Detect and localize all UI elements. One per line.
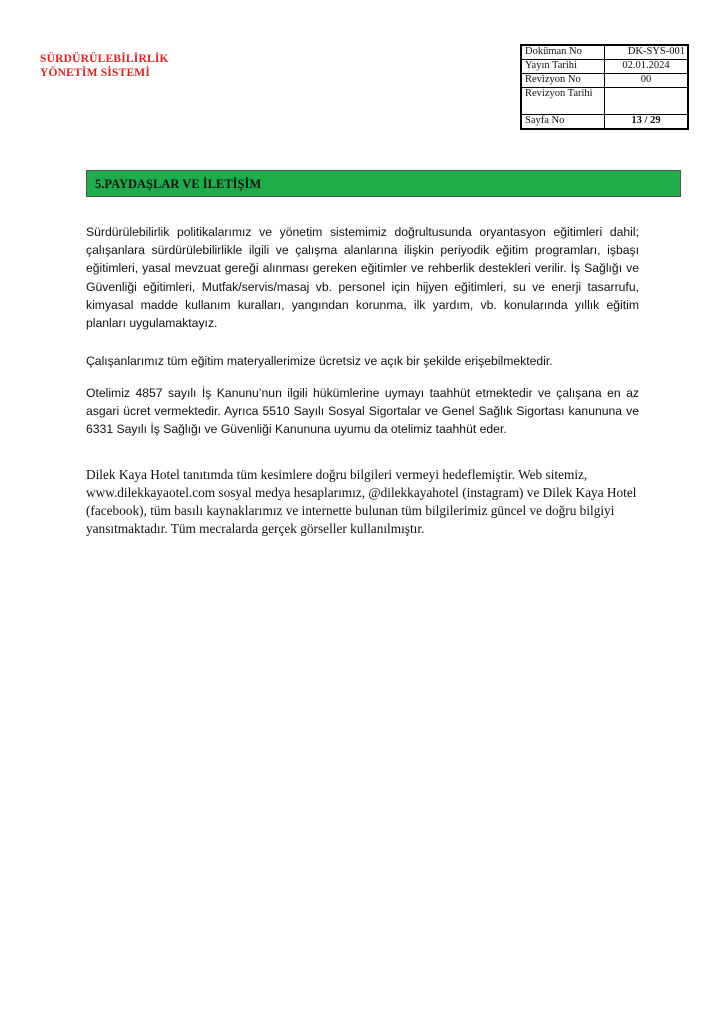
paragraph-materials: Çalışanlarımız tüm eğitim materyallerimize ücretsiz ve açık bir şekilde erişebilmektedir. [86,354,553,368]
brand-title [40,52,169,80]
table-row [521,74,688,88]
section-heading-bar [86,170,681,197]
doc-no-value: DK-SYS-001 [605,45,689,60]
revision-date-label: Revizyon Tarihi [521,88,605,115]
paragraph-promotion: Dilek Kaya Hotel tanıtımda tüm kesimlere doğru bilgileri vermeyi hedeflemiştir. Web sitemiz, www.dilekkayaotel.com sosyal medya hesaplarımız, @dilekkayahotel (instagram) ve Dilek Kaya Hotel (facebook), tüm basılı kaynaklarımız ve internette bulunan tüm bilgilerimiz güncel ve doğru bilgiyi yansıtmaktadır. Tüm mecralarda gerçek görseller kullanılmıştır. [86,467,637,536]
section-title: 5.PAYDAŞLAR VE İLETİŞİM [95,177,262,191]
table-row [521,88,688,115]
paragraph-training: Sürdürülebilirlik politikalarımız ve yönetim sistemimiz doğrultusunda oryantasyon eğitimleri dahil; çalışanlara sürdürülebilirlikle ilgili ve çalışma alanlarına ilişkin periyodik eğitim programları, işbaşı eğitimleri, yasal mevzuat gereği alınması gereken eğitimler ve rehberlik destekleri verilir. İş Sağlığı ve Güvenliği eğitimleri, Mutfak/servis/masaj vb. personel için hijyen eğitimleri, su ve enerji tasarrufu, kimyasal madde kullanım kuralları, yangından korunma, ilk yardım, vb. konularında yıllık eğitim planları uygulamaktayız. [86,225,639,331]
document-info-table [520,44,689,130]
doc-no-label: Doküman No [521,45,605,60]
paragraph-labor-law: Otelimiz 4857 sayılı İş Kanunu’nun ilgili hükümlerine uymayı taahhüt etmektedir ve çalışana en az asgari ücret vermektedir. Ayrıca 5510 Sayılı Sosyal Sigortalar ve Genel Sağlık Sigortası kanununa ve 6331 Sayılı İş Sağlığı ve Güvenliği Kanununa uyumu da otelimiz taahhüt eder. [86,386,639,437]
publish-date-value: 02.01.2024 [605,60,689,74]
publish-date-label: Yayın Tarihi [521,60,605,74]
revision-date-value [605,88,689,115]
brand-line-2: YÖNETİM SİSTEMİ [40,67,151,79]
revision-no-label: Revizyon No [521,74,605,88]
table-row [521,115,688,130]
revision-no-value: 00 [605,74,689,88]
table-row [521,60,688,74]
page-no-label: Sayfa No [521,115,605,130]
page-no-value: 13 / 29 [605,115,689,130]
table-row [521,45,688,60]
brand-line-1: SÜRDÜRÜLEBİLİRLİK [40,53,169,65]
